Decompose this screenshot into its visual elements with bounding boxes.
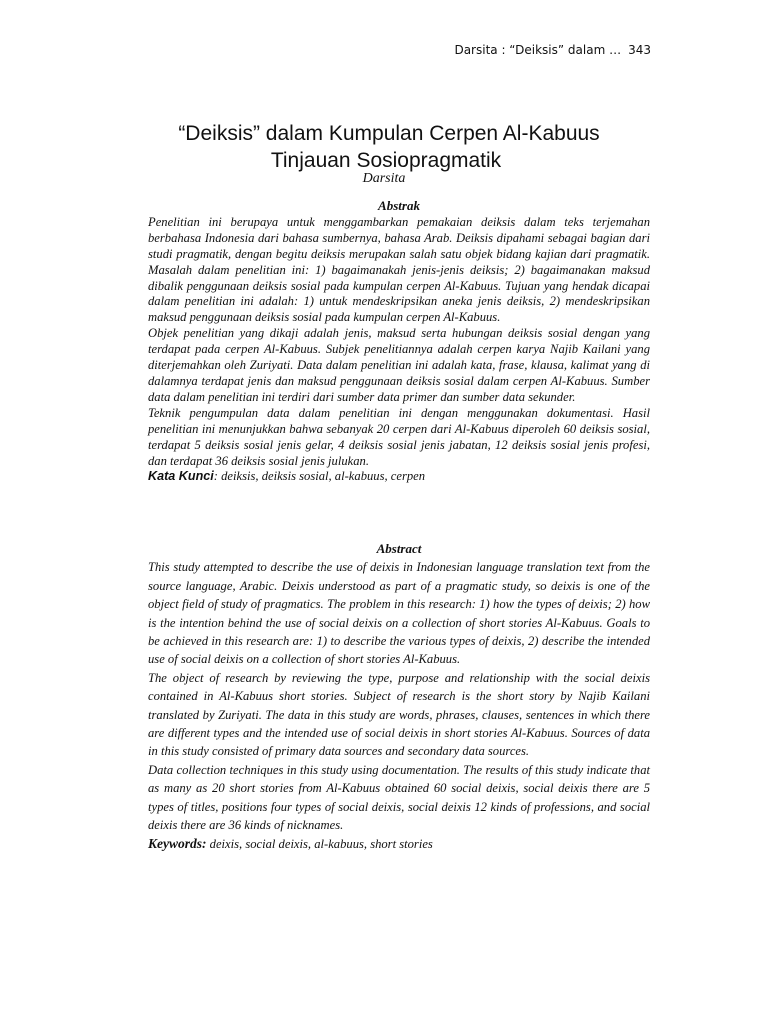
- title-line-2: Tinjauan Sosiopragmatik: [270, 149, 502, 172]
- kata-kunci: [148, 469, 650, 485]
- keywords-text: deixis, social deixis, al-kabuus, short stories: [206, 836, 433, 851]
- abstract-paragraph: This study attempted to describe the use of deixis in Indonesian language translation text from the source language, Arabic. Deixis understood as part of a pragmatic study, so deixis is one of the object field of study of pragmatics. The problem in this research: 1) how the types of deixis; 2) how is the intention behind the use of social deixis on a collection of short stories Al-Kabuus. Goals to be achieved in this research are: 1) to describe the various types of deixis, 2) describe the intended use of social deixis on a collection of short stories Al-Kabuus.: [148, 560, 650, 667]
- page-number: 343: [628, 43, 651, 57]
- running-head: [454, 43, 651, 57]
- title-line-1: “Deiksis” dalam Kumpulan Cerpen Al-Kabuus: [178, 122, 600, 145]
- abstrak-paragraph: Objek penelitian yang dikaji adalah jenis, maksud serta hubungan deiksis sosial dengan yang terdapat pada cerpen Al-Kabuus. Subjek penelitiannya adalah cerpen karya Najib Kailani yang diterjemahkan oleh Zuriyati. Data dalam penelitian ini adalah kata, frase, klausa, kalimat yang di dalamnya terdapat jenis dan maksud penggunaan deiksis sosial dalam cerpen Al-Kabuus. Sumber data dalam penelitian ini terdiri dari sumber data primer dan sumber data sekunder.: [148, 326, 650, 404]
- abstrak-heading: Abstrak: [378, 198, 420, 213]
- kata-kunci-label: Kata Kunci: [148, 469, 214, 484]
- abstract-heading: Abstract: [376, 541, 422, 556]
- abstract-paragraph: Data collection techniques in this study using documentation. The results of this study indicate that as many as 20 short stories from Al-Kabuus obtained 60 social deixis, social deixis there are 5 types of titles, positions four types of social deixis, social deixis 12 kinds of professions, and social deixis there are 36 kinds of nicknames.: [148, 762, 650, 833]
- abstrak-paragraph: Penelitian ini berupaya untuk menggambarkan pemakaian deiksis dalam teks terjemahan berbahasa Indonesia dari bahasa sumbernya, bahasa Arab. Deiksis dipahami sebagai bagian dari studi pragmatik, dengan begitu deiksis merupakan salah satu objek bidang kajian dari pragmatik. Masalah dalam penelitian ini: 1) bagaimanakah jenis-jenis deiksis; 2) bagaimanakan maksud dibalik penggunaan deiksis sosial pada kumpulan cerpen Al-Kabuus. Tujuan yang hendak dicapai dalam penelitian ini adalah: 1) untuk mendeskripsikan aneka jenis deiksis, 2) mendeskripsikan maksud penggunaan deiksis sosial pada kumpulan cerpen Al-Kabuus.: [148, 214, 650, 325]
- keywords-label: Keywords:: [148, 835, 207, 851]
- abstrak-paragraph: Teknik pengumpulan data dalam penelitian ini dengan menggunakan dokumentasi. Hasil penelitian ini menunjukkan bahwa sebanyak 20 cerpen dari Al-Kabuus diperoleh 60 deiksis sosial, terdapat 5 deiksis sosial jenis gelar, 4 deiksis sosial jenis jabatan, 12 deiksis sosial jenis profesi, dan terdapat 36 deiksis sosial jenis julukan.: [148, 405, 650, 468]
- keywords: [148, 835, 650, 853]
- abstrak-section: [148, 198, 650, 485]
- article-title: [0, 120, 768, 174]
- abstract-section: [148, 540, 650, 853]
- abstract-paragraph: The object of research by reviewing the type, purpose and relationship with the social deixis contained in Al-Kabuus short stories. Subject of research is the short story by Najib Kailani translated by Zuriyati. The data in this study are words, phrases, clauses, sentences in which there are different types and the intended use of social deixis in short stories Al-Kabuus. Sources of data in this study consisted of primary data sources and secondary data sources.: [148, 670, 650, 759]
- kata-kunci-text: : deiksis, deiksis sosial, al-kabuus, cerpen: [213, 469, 426, 484]
- running-head-text: Darsita : “Deiksis” dalam …: [454, 43, 622, 57]
- author-name: Darsita: [362, 171, 406, 186]
